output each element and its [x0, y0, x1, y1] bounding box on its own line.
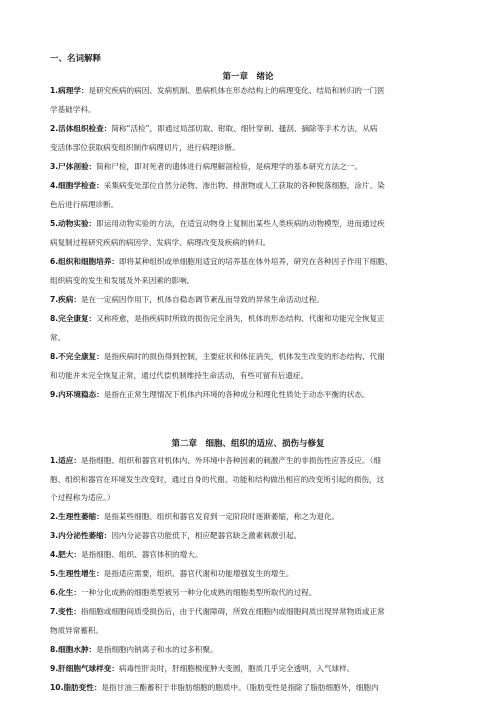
term-text: 是在一定病因作用下，机体自稳态调节紊乱而导致的异常生命活动过程。: [80, 295, 324, 304]
term-text: 和功能并未完全恢复正常，通过代偿机制维持生命活动，有些可留有后遗症。: [50, 370, 309, 380]
term-text: 常。: [50, 332, 66, 342]
term-entry: [50, 348, 450, 385]
term-label: 6.组织和细胞培养：: [50, 257, 119, 266]
term-entry: [50, 452, 450, 508]
term-text: 学基础学科。: [50, 104, 96, 114]
term-text: 个过程称为适应。）: [50, 493, 115, 502]
term-text: 变活体部位获取病变组织制作病理切片，进行病理诊断。: [50, 142, 240, 152]
term-text: 是指细胞、组织和器官对机体内、外环境中各种因素的刺激产生的非损伤性应答反应。（细: [80, 456, 381, 465]
section-title: 一、名词解释: [50, 54, 102, 64]
term-label: 9.肝细胞气球样变：: [50, 664, 119, 673]
term-text: 是指在正常生理情况下机体内环境的各种成分和理化性质处于动态平衡的状态。: [103, 390, 370, 399]
term-entry: [50, 603, 450, 640]
term-entry: [50, 584, 450, 603]
term-entry: [50, 641, 450, 660]
term-entry: [50, 546, 450, 565]
term-entry: [50, 253, 450, 290]
term-text: 采集病变处部位自然分泌物、渗出物、排泄物或人工获取的各种脱落细胞，涂片、染: [103, 181, 385, 190]
term-label: 8.细胞水肿：: [50, 645, 97, 654]
term-text: 病复制过程研究疾病的病因学、发病学、病理改变及疾病的转归。: [50, 237, 271, 247]
term-text: 病毒性肝炎时，肝细胞极度肿大变圆，胞质几乎完全透明，入气球样。: [118, 664, 355, 673]
term-label: 8.不完全康复：: [50, 352, 104, 361]
term-label: 7.变性：: [50, 607, 81, 616]
term-text: 简称“活检”，即通过局部切取、钳取、细针穿刺、搔刮、摘除等手术方法，从病: [111, 124, 378, 133]
term-text: 即运用动物实验的方法，在适宜动物身上复制出某些人类疾病的动物模型，进而通过疾: [96, 219, 385, 228]
term-text: 胞、组织和器官在环境发生改变时，通过自身的代谢、功能和结构做出相应的改变所引起的损伤，这: [50, 474, 385, 484]
term-text: 指细胞或细胞间质受损伤后，由于代谢障碍，所致在细胞内或细胞间质出现异常物质或正常: [80, 607, 385, 616]
term-label: 7.疾病：: [50, 295, 81, 304]
term-entry: [50, 291, 450, 310]
term-label: 1.适应：: [50, 456, 81, 465]
term-label: 9.内环境稳态：: [50, 390, 104, 399]
term-entry: [50, 386, 450, 405]
term-text: 又称痊愈，是指疾病时所致的损伤完全消失，机体的形态结构、代谢和功能完全恢复正: [96, 314, 385, 323]
term-text: 是指甘油三酯蓄积于非脂肪细胞的胞质中。（脂肪变性是指除了脂肪细胞外，细胞内: [101, 683, 379, 692]
term-text: 组织病变的发生和发展及外来因素的影响。: [50, 275, 195, 285]
term-entry: [50, 310, 450, 347]
term-entry: [50, 120, 450, 157]
term-entry: [50, 82, 450, 119]
term-text: 简称尸检，即对死者的遗体进行病理解剖检验，是病理学的基本研究方法之一。: [96, 162, 362, 171]
term-label: 10.脂肪变性：: [50, 683, 102, 692]
term-text: 是指细胞、组织、器官体积的增大。: [80, 550, 203, 559]
term-label: 2.活体组织检查：: [50, 124, 112, 133]
term-text: 是研究疾病的病因、发病机制、患病机体在形态结构上的病理变化、结局和转归的一门医: [88, 86, 385, 95]
term-text: 一种分化成熟的细胞类型被另一种分化成熟的细胞类型所取代的过程。: [80, 588, 317, 597]
chapter-1-title: 第一章 绪论: [222, 72, 274, 82]
term-entry: [50, 508, 450, 527]
term-entry: [50, 660, 450, 679]
term-entry: [50, 527, 450, 546]
term-label: 8.完全康复：: [50, 314, 97, 323]
term-text: 是指某些细胞、组织和器官发育到一定阶段时逐渐萎缩，称之为退化。: [103, 512, 340, 521]
term-label: 4.肥大：: [50, 550, 81, 559]
term-text: 是指细胞内钠离子和水的过多积聚。: [96, 645, 218, 654]
term-label: 6.化生：: [50, 588, 81, 597]
term-label: 3.尸体剖验：: [50, 162, 97, 171]
term-text: 物质异常蓄积。: [50, 625, 104, 635]
term-label: 2.生理性萎缩：: [50, 512, 104, 521]
term-text: 即将某种组织或单细胞用适宜的培养基在体外培养，研究在各种因子作用下细胞、: [118, 257, 393, 266]
term-entry: [50, 679, 450, 698]
term-label: 4.细胞学检查：: [50, 181, 104, 190]
term-text: 是指适应需要，组织、器官代谢和功能增强发生的增生。: [103, 569, 294, 578]
term-entry: [50, 565, 450, 584]
chapter-2-title: 第二章 细胞、组织的适应、损伤与修复: [171, 439, 325, 449]
term-entry: [50, 177, 450, 214]
term-entry: [50, 158, 450, 177]
term-label: 1.病理学：: [50, 86, 89, 95]
term-text: 是指疾病时的损伤得到控制，主要症状和体征消失，机体发生改变的形态结构、代谢: [103, 352, 385, 361]
term-label: 5.生理性增生：: [50, 569, 104, 578]
term-entry: [50, 215, 450, 252]
term-label: 5.动物实验：: [50, 219, 97, 228]
term-label: 3.内分泌性萎缩：: [50, 531, 112, 540]
term-text: 因内分泌器官功能低下，相应靶器官缺乏激素刺激引起。: [111, 531, 302, 540]
term-text: 色后进行病理诊断。: [50, 199, 119, 209]
